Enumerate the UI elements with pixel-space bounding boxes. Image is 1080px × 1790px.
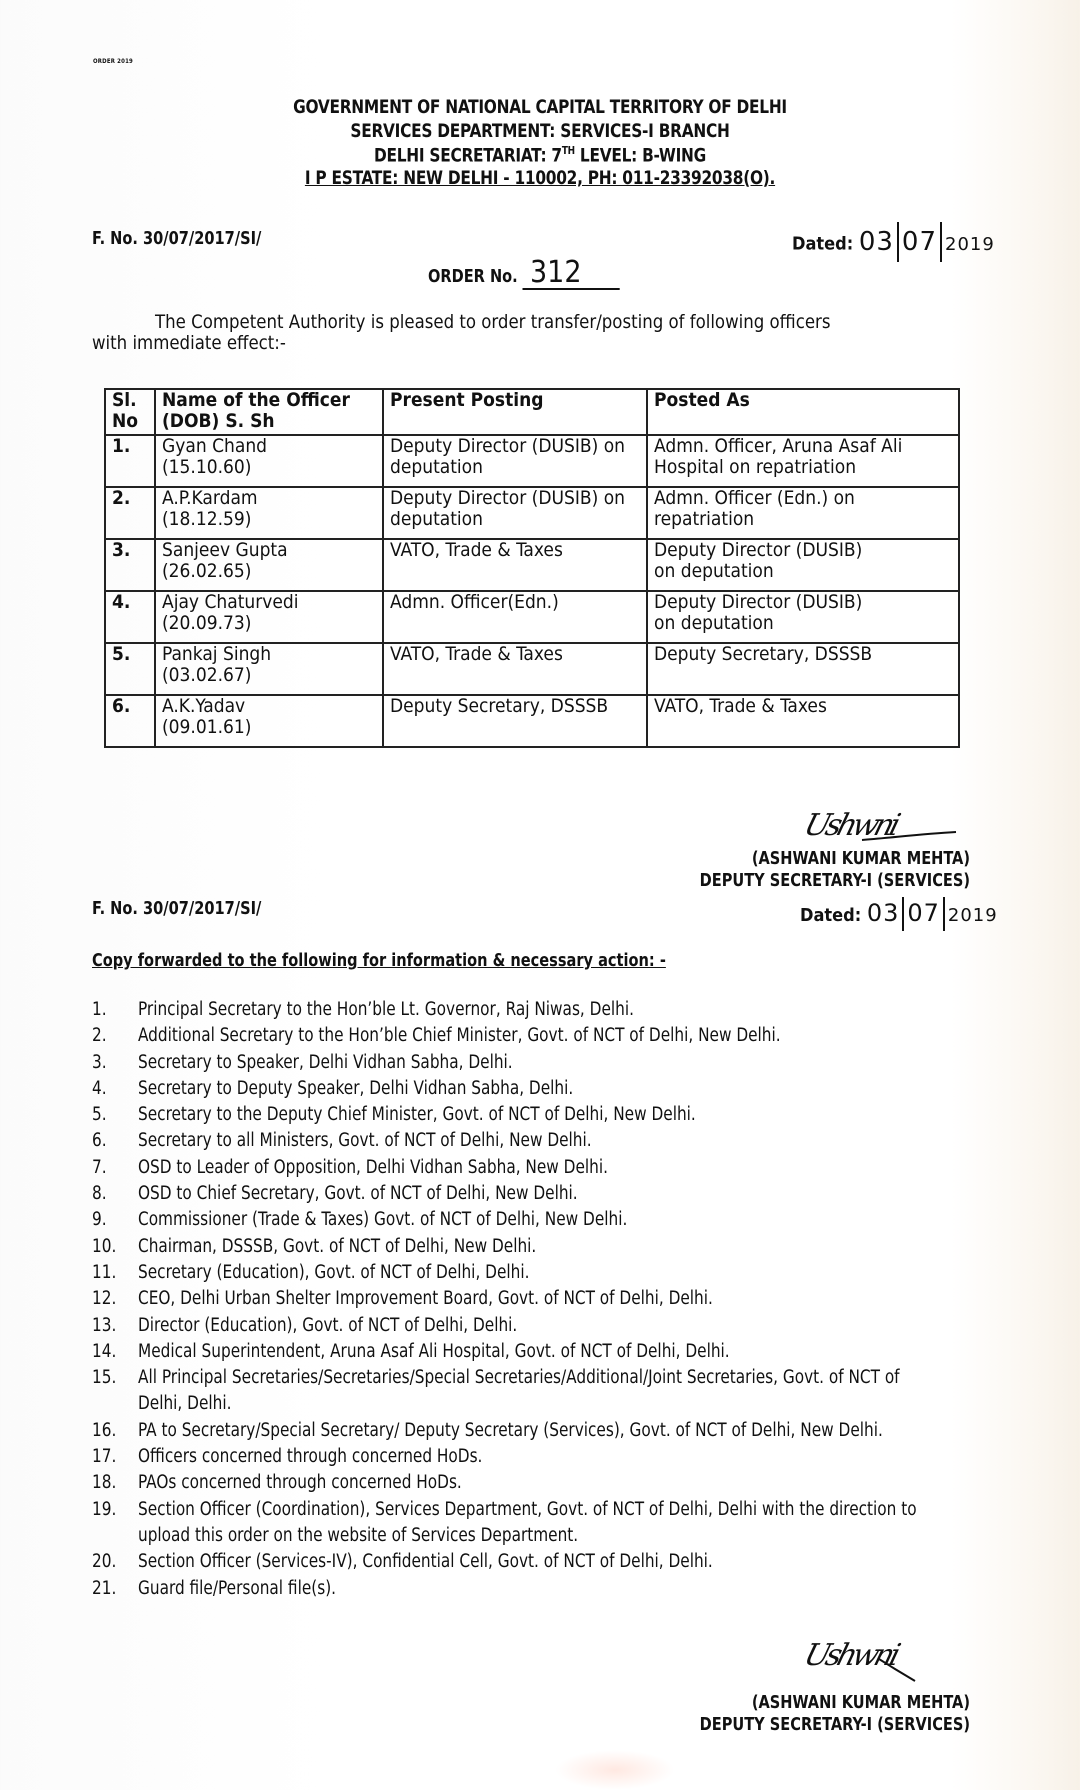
list-number: 18. <box>92 1472 117 1494</box>
list-number: 17. <box>92 1446 117 1468</box>
list-text: Secretary to Deputy Speaker, Delhi Vidhan Sabha, Delhi. <box>138 1077 574 1099</box>
header-sl-line1: Sl. <box>112 389 137 411</box>
list-number: 14. <box>92 1340 117 1362</box>
list-item <box>92 1102 938 1128</box>
header-department: SERVICES DEPARTMENT: SERVICES-I BRANCH <box>350 120 730 142</box>
officer-dob: (20.09.73) <box>162 612 252 634</box>
file-number-copy: F. No. 30/07/2017/SI/ <box>92 898 262 919</box>
list-number: 7. <box>92 1156 107 1178</box>
signatory-designation: DEPUTY SECRETARY-I (SERVICES) <box>699 1714 970 1735</box>
list-item <box>92 997 938 1023</box>
list-text: Secretary (Education), Govt. of NCT of Delhi, Delhi. <box>138 1261 530 1283</box>
cell-officer <box>155 487 383 539</box>
table-row <box>105 643 959 695</box>
header-secretariat-sup: TH <box>561 144 575 157</box>
cell-posted-as: VATO, Trade & Taxes <box>647 695 959 747</box>
header-govt: GOVERNMENT OF NATIONAL CAPITAL TERRITORY OF DELHI <box>293 96 787 118</box>
signatory-name: (ASHWANI KUMAR MEHTA) <box>751 1692 970 1713</box>
officer-name: A.P.Kardam <box>162 487 258 509</box>
date-month: 07 <box>907 899 940 927</box>
list-text: Officers concerned through concerned HoDs. <box>138 1446 483 1468</box>
officer-dob: (03.02.67) <box>162 664 252 686</box>
date-day: 03 <box>858 226 894 257</box>
list-text: Chairman, DSSSB, Govt. of NCT of Delhi, New Delhi. <box>138 1235 537 1257</box>
cell-sl: 1. <box>105 435 155 487</box>
list-text: Secretary to the Deputy Chief Minister, Govt. of NCT of Delhi, New Delhi. <box>138 1104 696 1126</box>
list-item <box>92 1023 938 1049</box>
list-text: Section Officer (Services-IV), Confidential Cell, Govt. of NCT of Delhi, Delhi. <box>138 1551 713 1573</box>
signatory-designation: DEPUTY SECRETARY-I (SERVICES) <box>699 870 970 891</box>
cell-sl: 6. <box>105 695 155 747</box>
officer-name: Gyan Chand <box>162 435 268 457</box>
list-text: PAOs concerned through concerned HoDs. <box>138 1472 462 1494</box>
order-number-value: 312 <box>523 258 620 290</box>
dated-top <box>792 222 995 262</box>
table-header-row <box>105 389 959 435</box>
handwritten-date <box>867 899 998 927</box>
cell-present-posting: Deputy Director (DUSIB) on deputation <box>383 487 647 539</box>
header-secretariat-level: LEVEL: B-WING <box>574 144 707 167</box>
list-item <box>92 1234 938 1260</box>
list-number: 11. <box>92 1261 117 1283</box>
date-year: 2019 <box>947 905 998 926</box>
list-item <box>92 1286 938 1312</box>
list-item <box>92 1128 938 1154</box>
table-row <box>105 487 959 539</box>
list-number: 19. <box>92 1498 117 1520</box>
dated-label: Dated: <box>800 905 862 926</box>
table-row <box>105 435 959 487</box>
list-text: Secretary to all Ministers, Govt. of NCT of Delhi, New Delhi. <box>138 1130 592 1152</box>
cell-officer <box>155 591 383 643</box>
cell-present-posting: VATO, Trade & Taxes <box>383 643 647 695</box>
list-number: 2. <box>92 1025 107 1047</box>
signatory-block-2 <box>520 1692 970 1736</box>
list-item <box>92 1207 938 1233</box>
list-text: OSD to Leader of Opposition, Delhi Vidhan Sabha, New Delhi. <box>138 1156 608 1178</box>
officer-dob: (15.10.60) <box>162 456 252 478</box>
table-row <box>105 695 959 747</box>
officer-dob: (09.01.61) <box>162 716 252 738</box>
order-label: ORDER No. <box>428 266 518 287</box>
cell-posted-as: Deputy Director (DUSIB) on deputation <box>647 539 959 591</box>
list-item <box>92 1444 938 1470</box>
list-number: 20. <box>92 1551 117 1573</box>
distribution-list <box>92 997 938 1602</box>
cell-posted-as: Admn. Officer, Aruna Asaf Ali Hospital on repatriation <box>647 435 959 487</box>
signatory-block-1 <box>520 848 970 892</box>
list-number: 3. <box>92 1051 107 1073</box>
cell-officer <box>155 435 383 487</box>
intro-paragraph <box>92 312 975 354</box>
list-text: CEO, Delhi Urban Shelter Improvement Board, Govt. of NCT of Delhi, Delhi. <box>138 1288 713 1310</box>
list-item <box>92 1549 938 1575</box>
list-number: 13. <box>92 1314 117 1336</box>
list-text: PA to Secretary/Special Secretary/ Deputy Secretary (Services), Govt. of NCT of Delhi, New Delhi. <box>138 1419 883 1441</box>
officer-name: Sanjeev Gupta <box>162 539 288 561</box>
list-text: Principal Secretary to the Hon’ble Lt. Governor, Raj Niwas, Delhi. <box>138 999 634 1020</box>
list-item <box>92 1313 938 1339</box>
list-item <box>92 1418 938 1444</box>
officer-name: A.K.Yadav <box>162 695 246 717</box>
file-number: F. No. 30/07/2017/SI/ <box>92 228 262 249</box>
list-number: 21. <box>92 1577 117 1599</box>
order-number <box>428 255 620 290</box>
intro-line-1: The Competent Authority is pleased to order transfer/posting of following officers <box>155 311 831 333</box>
list-text: Additional Secretary to the Hon’ble Chief Minister, Govt. of NCT of Delhi, New Delhi. <box>138 1025 781 1047</box>
officer-dob: (18.12.59) <box>162 508 252 530</box>
order-stamp: ORDER 2019 <box>93 58 133 65</box>
list-text: Guard file/Personal file(s). <box>138 1577 337 1599</box>
list-text: Commissioner (Trade & Taxes) Govt. of NCT of Delhi, New Delhi. <box>138 1209 628 1231</box>
cell-officer <box>155 643 383 695</box>
cell-sl: 4. <box>105 591 155 643</box>
paper-stain <box>555 1750 675 1790</box>
signature-1: Ushwni <box>800 808 901 843</box>
header-sl-no <box>105 389 155 435</box>
cell-posted-as: Deputy Secretary, DSSSB <box>647 643 959 695</box>
officer-name: Pankaj Singh <box>162 643 272 665</box>
list-item <box>92 1497 938 1550</box>
handwritten-date <box>859 227 995 257</box>
cell-officer <box>155 695 383 747</box>
list-text: All Principal Secretaries/Secretaries/Special Secretaries/Additional/Joint Secretaries, Govt. of NCT of Delhi, Delhi. <box>138 1367 900 1415</box>
table-row <box>105 591 959 643</box>
signatory-name: (ASHWANI KUMAR MEHTA) <box>751 848 970 869</box>
list-number: 8. <box>92 1183 107 1205</box>
list-number: 10. <box>92 1235 117 1257</box>
dated-label: Dated: <box>792 233 854 255</box>
list-number: 12. <box>92 1288 117 1310</box>
list-item <box>92 1181 938 1207</box>
header-name-line2: (DOB) S. Sh <box>162 410 275 432</box>
list-item <box>92 1050 938 1076</box>
list-number: 16. <box>92 1419 117 1441</box>
list-item <box>92 1076 938 1102</box>
list-text: Secretary to Speaker, Delhi Vidhan Sabha, Delhi. <box>138 1051 513 1073</box>
cell-sl: 2. <box>105 487 155 539</box>
officer-dob: (26.02.65) <box>162 560 252 582</box>
header-secretariat <box>54 144 1026 166</box>
header-sl-line2: No <box>112 410 139 432</box>
header-secretariat-text: DELHI SECRETARIAT: 7 <box>373 144 562 167</box>
list-text: Director (Education), Govt. of NCT of Delhi, Delhi. <box>138 1314 518 1336</box>
table-row <box>105 539 959 591</box>
cell-present-posting: VATO, Trade & Taxes <box>383 539 647 591</box>
list-number: 6. <box>92 1130 107 1152</box>
date-year: 2019 <box>945 233 995 255</box>
officer-name: Ajay Chaturvedi <box>162 591 299 613</box>
dated-bottom <box>800 897 998 931</box>
list-text: OSD to Chief Secretary, Govt. of NCT of Delhi, New Delhi. <box>138 1183 578 1205</box>
list-item <box>92 1470 938 1496</box>
header-address: I P ESTATE: NEW DELHI - 110002, PH: 011-23392038(O). <box>304 167 776 189</box>
cell-present-posting: Admn. Officer(Edn.) <box>383 591 647 643</box>
list-number: 5. <box>92 1104 107 1126</box>
list-number: 15. <box>92 1367 117 1389</box>
signature-stroke-2 <box>875 1655 935 1685</box>
date-month: 07 <box>901 226 937 257</box>
list-item <box>92 1155 938 1181</box>
date-day: 03 <box>866 899 900 927</box>
header-posted-as: Posted As <box>647 389 959 435</box>
list-text: Section Officer (Coordination), Services Department, Govt. of NCT of Delhi, Delhi with the direction to upload this order on the website of Services Department. <box>138 1498 917 1546</box>
list-number: 4. <box>92 1077 107 1099</box>
list-number: 9. <box>92 1209 107 1231</box>
cell-posted-as: Admn. Officer (Edn.) on repatriation <box>647 487 959 539</box>
cell-sl: 3. <box>105 539 155 591</box>
header-present-posting: Present Posting <box>383 389 647 435</box>
cell-present-posting: Deputy Secretary, DSSSB <box>383 695 647 747</box>
list-text: Medical Superintendent, Aruna Asaf Ali Hospital, Govt. of NCT of Delhi, Delhi. <box>138 1340 730 1362</box>
cell-sl: 5. <box>105 643 155 695</box>
signature-underline-1 <box>860 828 960 844</box>
list-item <box>92 1339 938 1365</box>
cell-officer <box>155 539 383 591</box>
intro-line-2: with immediate effect:- <box>92 332 286 354</box>
transfer-table <box>104 388 960 748</box>
copy-forwarded-heading: Copy forwarded to the following for information & necessary action: - <box>92 950 666 971</box>
header-name-line1: Name of the Officer <box>162 389 350 411</box>
header-officer-name <box>155 389 383 435</box>
list-item <box>92 1365 938 1418</box>
cell-posted-as: Deputy Director (DUSIB) on deputation <box>647 591 959 643</box>
list-item <box>92 1576 938 1602</box>
signature-2: Ushwni <box>800 1638 901 1673</box>
cell-present-posting: Deputy Director (DUSIB) on deputation <box>383 435 647 487</box>
list-number: 1. <box>92 999 107 1020</box>
list-item <box>92 1260 938 1286</box>
